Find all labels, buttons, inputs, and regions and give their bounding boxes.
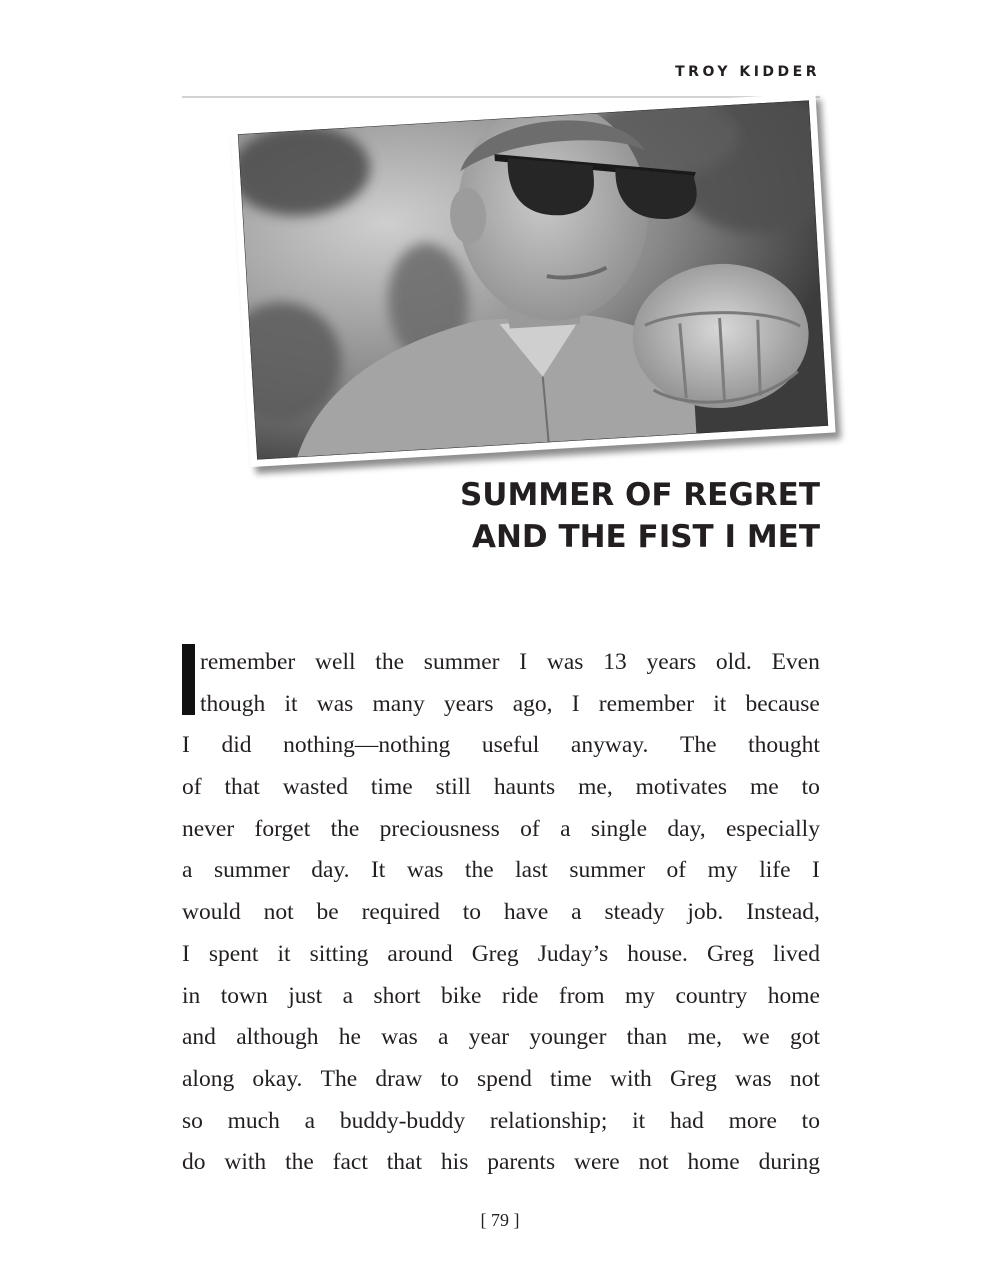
chapter-photo bbox=[230, 93, 835, 467]
word: was bbox=[546, 649, 584, 675]
word: the bbox=[464, 857, 494, 884]
word: years bbox=[443, 690, 494, 717]
word: so bbox=[182, 1107, 203, 1134]
word: not bbox=[789, 1065, 820, 1092]
word: of bbox=[520, 815, 540, 842]
word: old. bbox=[715, 649, 752, 675]
word: with bbox=[609, 1065, 652, 1092]
word: to bbox=[801, 1107, 820, 1134]
word: house. bbox=[627, 940, 688, 967]
word: were bbox=[574, 1149, 620, 1176]
word: summer bbox=[423, 649, 500, 675]
word: not bbox=[263, 899, 294, 926]
word: a bbox=[437, 1024, 449, 1051]
body-line bbox=[182, 809, 820, 851]
word: Greg bbox=[471, 940, 519, 967]
word: younger bbox=[529, 1024, 607, 1051]
word: I bbox=[182, 940, 190, 967]
drop-cap bbox=[182, 644, 195, 715]
word: summer bbox=[569, 857, 646, 884]
word: sitting bbox=[309, 940, 369, 967]
body-line bbox=[182, 1142, 820, 1184]
word: never bbox=[182, 815, 235, 842]
word: The bbox=[679, 732, 717, 759]
word: spend bbox=[477, 1065, 532, 1092]
word: to bbox=[801, 774, 820, 801]
word: and bbox=[182, 1024, 216, 1051]
photo-boy-sunglasses-fist-icon bbox=[238, 100, 828, 459]
word: just bbox=[288, 982, 323, 1009]
word: motivates bbox=[635, 774, 728, 801]
word: time bbox=[370, 774, 413, 801]
word: a bbox=[304, 1107, 316, 1134]
word: years bbox=[646, 649, 697, 675]
word: be bbox=[316, 899, 339, 926]
body-line bbox=[182, 684, 820, 726]
word: was bbox=[406, 857, 444, 884]
word: useful bbox=[481, 732, 540, 759]
word: my bbox=[707, 857, 738, 884]
word: do bbox=[182, 1149, 206, 1176]
word: although bbox=[236, 1024, 319, 1051]
word: it bbox=[632, 1107, 646, 1134]
word: I bbox=[519, 649, 528, 675]
word: well bbox=[315, 649, 356, 675]
word: fact bbox=[332, 1149, 368, 1176]
word: more bbox=[728, 1107, 777, 1134]
word: of bbox=[182, 774, 202, 801]
word: a bbox=[342, 982, 354, 1009]
word: The bbox=[320, 1065, 358, 1092]
word: during bbox=[758, 1149, 820, 1176]
word: he bbox=[338, 1024, 361, 1051]
word: day, bbox=[667, 815, 706, 842]
word: me bbox=[749, 774, 779, 801]
word: was bbox=[735, 1065, 772, 1092]
word: draw bbox=[375, 1065, 423, 1092]
word: year bbox=[468, 1024, 510, 1051]
body-line bbox=[182, 892, 820, 934]
word: with bbox=[224, 1149, 267, 1176]
word: life bbox=[759, 857, 791, 884]
word: steady bbox=[604, 899, 665, 926]
word: forget bbox=[254, 815, 311, 842]
word: ago, bbox=[512, 690, 553, 717]
word: Even bbox=[771, 649, 820, 675]
body-line bbox=[182, 642, 820, 684]
word: single bbox=[590, 815, 647, 842]
body-line bbox=[182, 850, 820, 892]
word: It bbox=[370, 857, 386, 884]
word: a bbox=[560, 815, 571, 842]
word: bike bbox=[440, 982, 482, 1009]
word: it bbox=[284, 690, 298, 717]
word: a bbox=[571, 899, 582, 926]
word: have bbox=[503, 899, 549, 926]
word: I bbox=[812, 857, 820, 884]
word: job. bbox=[687, 899, 724, 926]
word: spent bbox=[208, 940, 259, 967]
word: I bbox=[571, 690, 580, 717]
word: of bbox=[666, 857, 687, 884]
word: home bbox=[767, 982, 820, 1009]
word: 13 bbox=[603, 649, 627, 675]
word: Greg bbox=[706, 940, 754, 967]
word: than bbox=[626, 1024, 668, 1051]
word: got bbox=[789, 1024, 820, 1051]
chapter-title-line-2: AND THE FIST I MET bbox=[472, 519, 820, 555]
word: much bbox=[227, 1107, 280, 1134]
word: parents bbox=[487, 1149, 556, 1176]
word: had bbox=[669, 1107, 704, 1134]
word: wasted bbox=[282, 774, 348, 801]
page-number: [ 79 ] bbox=[480, 1210, 520, 1230]
word: me, bbox=[687, 1024, 722, 1051]
word: haunts bbox=[493, 774, 556, 801]
word: last bbox=[515, 857, 548, 884]
word: lived bbox=[772, 940, 820, 967]
body-line bbox=[182, 1059, 820, 1101]
word: nothing—nothing bbox=[283, 732, 451, 759]
word: not bbox=[638, 1149, 669, 1176]
word: the bbox=[330, 815, 360, 842]
word: ride bbox=[501, 982, 539, 1009]
word: was bbox=[316, 690, 354, 717]
word: Greg bbox=[669, 1065, 717, 1092]
word: buddy-buddy bbox=[339, 1107, 466, 1134]
word: that bbox=[386, 1149, 423, 1176]
body-lines bbox=[182, 642, 820, 1184]
word: did bbox=[221, 732, 252, 759]
word: around bbox=[387, 940, 453, 967]
word: remember bbox=[598, 690, 695, 717]
word: preciousness bbox=[379, 815, 500, 842]
word: time bbox=[550, 1065, 592, 1092]
body-line bbox=[182, 767, 820, 809]
word: Instead, bbox=[746, 899, 820, 926]
word: me, bbox=[578, 774, 613, 801]
word: his bbox=[440, 1149, 469, 1176]
word: anyway. bbox=[570, 732, 649, 759]
running-head: TROY KIDDER bbox=[675, 64, 820, 80]
word: to bbox=[440, 1065, 459, 1092]
word: okay. bbox=[252, 1065, 303, 1092]
word: especially bbox=[726, 815, 820, 842]
body-line bbox=[182, 1101, 820, 1143]
body-line bbox=[182, 1017, 820, 1059]
word: country bbox=[675, 982, 748, 1009]
word: I bbox=[182, 732, 190, 759]
word: Juday’s bbox=[537, 940, 609, 967]
word: it bbox=[713, 690, 727, 717]
body-line bbox=[182, 976, 820, 1018]
word: from bbox=[558, 982, 605, 1009]
word: it bbox=[277, 940, 291, 967]
word: along bbox=[182, 1065, 235, 1092]
word: summer bbox=[213, 857, 290, 884]
body-line bbox=[182, 934, 820, 976]
word: in bbox=[182, 982, 201, 1009]
word: to bbox=[462, 899, 482, 926]
body-line bbox=[182, 725, 820, 767]
word: was bbox=[381, 1024, 418, 1051]
word: the bbox=[375, 649, 405, 675]
word: a bbox=[182, 857, 193, 884]
word: the bbox=[285, 1149, 314, 1176]
body-text bbox=[182, 642, 820, 1184]
chapter-title bbox=[460, 474, 820, 558]
word: remember bbox=[200, 649, 296, 675]
chapter-title-line-1: SUMMER OF REGRET bbox=[459, 477, 820, 513]
word: though bbox=[200, 690, 266, 717]
word: short bbox=[373, 982, 421, 1009]
word: would bbox=[182, 899, 241, 926]
word: many bbox=[372, 690, 425, 717]
word: that bbox=[224, 774, 260, 801]
word: still bbox=[435, 774, 471, 801]
word: town bbox=[220, 982, 268, 1009]
word: thought bbox=[748, 732, 820, 759]
word: day. bbox=[311, 857, 350, 884]
word: required bbox=[361, 899, 440, 926]
word: my bbox=[625, 982, 656, 1009]
word: we bbox=[742, 1024, 770, 1051]
word: because bbox=[745, 690, 820, 717]
word: relationship; bbox=[489, 1107, 608, 1134]
word: home bbox=[687, 1149, 740, 1176]
